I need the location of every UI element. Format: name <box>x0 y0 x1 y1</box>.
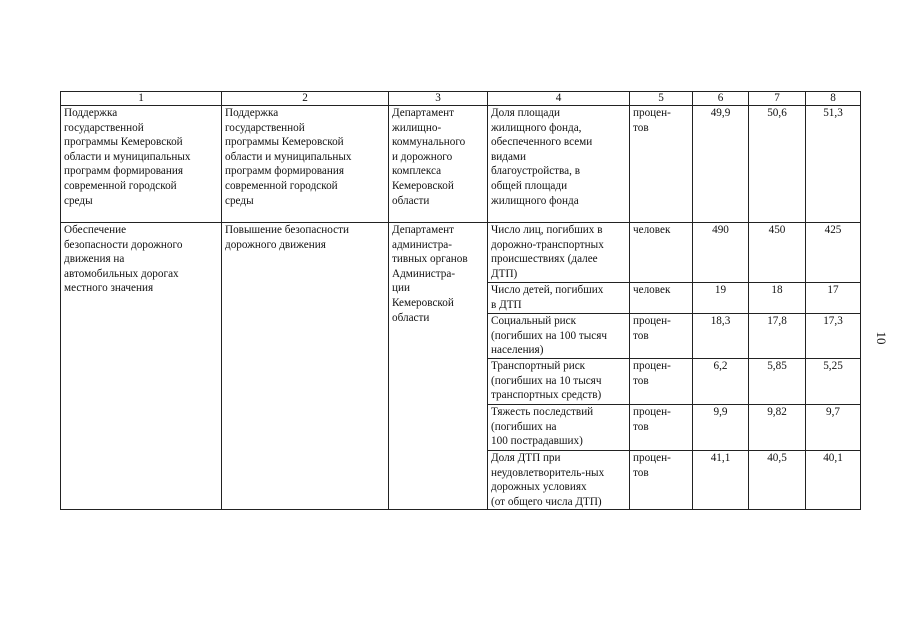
cell-value-7: 40,5 <box>749 451 806 510</box>
cell-program: Поддержка государственной программы Кемеровской области и муниципальных программ формирования современной городской среды <box>61 106 222 223</box>
header-cell: 4 <box>488 92 630 106</box>
cell-value-6: 18,3 <box>693 314 749 359</box>
cell-value-6: 490 <box>693 223 749 283</box>
cell-value-7: 5,85 <box>749 359 806 405</box>
cell-program: Обеспечение безопасности дорожного движения на автомобильных дорогах местного значения <box>61 223 222 510</box>
cell-value-6: 41,1 <box>693 451 749 510</box>
header-cell: 7 <box>749 92 806 106</box>
cell-value-8: 5,25 <box>806 359 861 405</box>
cell-indicator: Доля ДТП при неудовлетворитель-ных дорожных условиях (от общего числа ДТП) <box>488 451 630 510</box>
cell-indicator: Социальный риск (погибших на 100 тысяч населения) <box>488 314 630 359</box>
cell-value-6: 6,2 <box>693 359 749 405</box>
cell-value-7: 50,6 <box>749 106 806 223</box>
header-cell: 6 <box>693 92 749 106</box>
cell-unit: процен- тов <box>630 451 693 510</box>
page-number: 10 <box>874 331 889 345</box>
cell-activity: Повышение безопасности дорожного движения <box>222 223 389 510</box>
cell-value-8: 17,3 <box>806 314 861 359</box>
cell-value-8: 425 <box>806 223 861 283</box>
cell-indicator: Доля площади жилищного фонда, обеспеченного всеми видами благоустройства, в общей площади жилищного фонда <box>488 106 630 223</box>
cell-unit: процен- тов <box>630 359 693 405</box>
cell-department: Департамент жилищно- коммунального и дорожного комплекса Кемеровской области <box>389 106 488 223</box>
cell-value-8: 51,3 <box>806 106 861 223</box>
cell-value-7: 9,82 <box>749 405 806 451</box>
cell-unit: процен- тов <box>630 106 693 223</box>
cell-value-7: 18 <box>749 283 806 314</box>
cell-unit: человек <box>630 223 693 283</box>
cell-unit: процен- тов <box>630 405 693 451</box>
cell-value-6: 49,9 <box>693 106 749 223</box>
cell-indicator: Число лиц, погибших в дорожно-транспортных происшествиях (далее ДТП) <box>488 223 630 283</box>
cell-value-8: 17 <box>806 283 861 314</box>
cell-indicator: Число детей, погибших в ДТП <box>488 283 630 314</box>
table-row <box>61 106 861 223</box>
cell-value-8: 40,1 <box>806 451 861 510</box>
cell-value-6: 19 <box>693 283 749 314</box>
header-cell: 3 <box>389 92 488 106</box>
indicators-table <box>60 91 861 510</box>
cell-indicator: Тяжесть последствий (погибших на 100 пострадавших) <box>488 405 630 451</box>
header-cell: 1 <box>61 92 222 106</box>
cell-department: Департамент администра- тивных органов Администра- ции Кемеровской области <box>389 223 488 510</box>
header-cell: 8 <box>806 92 861 106</box>
cell-activity: Поддержка государственной программы Кемеровской области и муниципальных программ формирования современной городской среды <box>222 106 389 223</box>
cell-value-8: 9,7 <box>806 405 861 451</box>
table-row <box>61 223 861 283</box>
cell-value-6: 9,9 <box>693 405 749 451</box>
cell-indicator: Транспортный риск (погибших на 10 тысяч транспортных средств) <box>488 359 630 405</box>
cell-value-7: 450 <box>749 223 806 283</box>
cell-value-7: 17,8 <box>749 314 806 359</box>
header-cell: 2 <box>222 92 389 106</box>
header-row <box>61 92 861 106</box>
cell-unit: человек <box>630 283 693 314</box>
header-cell: 5 <box>630 92 693 106</box>
cell-unit: процен- тов <box>630 314 693 359</box>
